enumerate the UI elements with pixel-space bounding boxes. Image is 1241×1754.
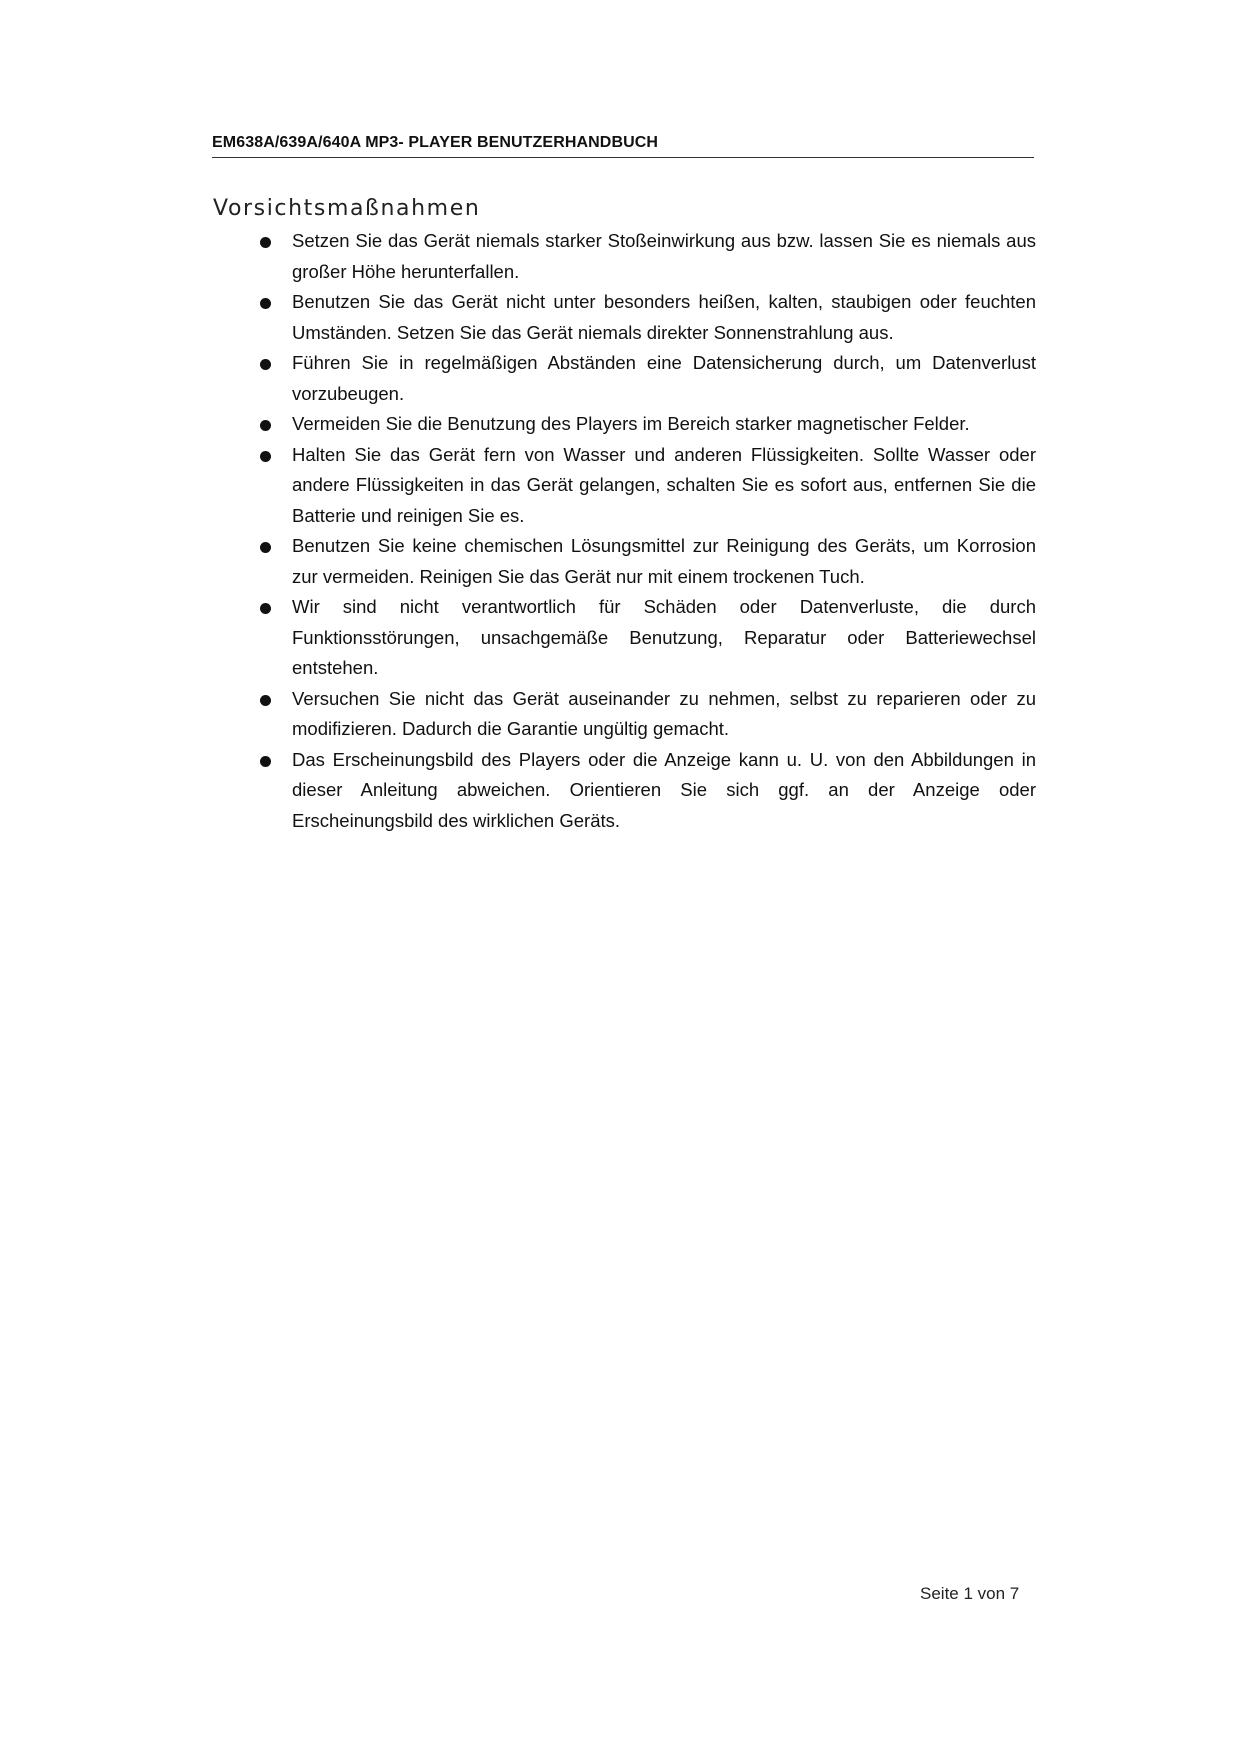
list-item-text: Benutzen Sie keine chemischen Lösungsmittel zur Reinigung des Geräts, um Korrosion zur vermeiden. Reinigen Sie das Gerät nur mit einem trockenen Tuch.	[292, 535, 1036, 587]
section-title: Vorsichtsmaßnahmen	[213, 196, 481, 221]
bullet-icon	[260, 451, 271, 462]
list-item	[258, 226, 1036, 287]
list-item-text: Führen Sie in regelmäßigen Abständen eine Datensicherung durch, um Datenverlust vorzubeugen.	[292, 352, 1036, 404]
list-item	[258, 531, 1036, 592]
bullet-icon	[260, 542, 271, 553]
list-item	[258, 440, 1036, 532]
list-item-text: Wir sind nicht verantwortlich für Schäden oder Datenverluste, die durch Funktionsstörungen, unsachgemäße Benutzung, Reparatur oder Batteriewechsel entstehen.	[292, 596, 1036, 678]
list-item-text: Versuchen Sie nicht das Gerät auseinander zu nehmen, selbst zu reparieren oder zu modifizieren. Dadurch die Garantie ungültig gemacht.	[292, 687, 1036, 739]
list-item	[258, 348, 1036, 409]
list-item	[258, 745, 1036, 837]
bullet-icon	[260, 359, 271, 370]
bullet-icon	[260, 695, 271, 706]
list-item-text: Vermeiden Sie die Benutzung des Players im Bereich starker magnetischer Felder.	[292, 413, 970, 434]
list-item	[258, 409, 1036, 440]
header-title: EM638A/639A/640A MP3- PLAYER BENUTZERHANDBUCH	[212, 134, 659, 151]
precautions-list	[258, 226, 1036, 836]
list-item-text: Benutzen Sie das Gerät nicht unter besonders heißen, kalten, staubigen oder feuchten Umständen. Setzen Sie das Gerät niemals direkter Sonnenstrahlung aus.	[292, 291, 1036, 343]
list-item-text: Halten Sie das Gerät fern von Wasser und anderen Flüssigkeiten. Sollte Wasser oder andere Flüssigkeiten in das Gerät gelangen, schalten Sie es sofort aus, entfernen Sie die Batterie und reinigen Sie es.	[292, 443, 1036, 526]
bullet-icon	[260, 603, 271, 614]
bullet-icon	[260, 420, 271, 431]
list-item	[258, 684, 1036, 745]
page-number: Seite 1 von 7	[920, 1584, 1020, 1603]
page-header	[212, 134, 1034, 158]
list-item-text: Setzen Sie das Gerät niemals starker Stoßeinwirkung aus bzw. lassen Sie es niemals aus großer Höhe herunterfallen.	[292, 230, 1036, 282]
bullet-icon	[260, 298, 271, 309]
bullet-icon	[260, 237, 271, 248]
list-item-text: Das Erscheinungsbild des Players oder die Anzeige kann u. U. von den Abbildungen in dieser Anleitung abweichen. Orientieren Sie sich ggf. an der Anzeige oder Erscheinungsbild des wirklichen Geräts.	[292, 748, 1036, 831]
list-item	[258, 592, 1036, 684]
list-item	[258, 287, 1036, 348]
bullet-icon	[260, 756, 271, 767]
